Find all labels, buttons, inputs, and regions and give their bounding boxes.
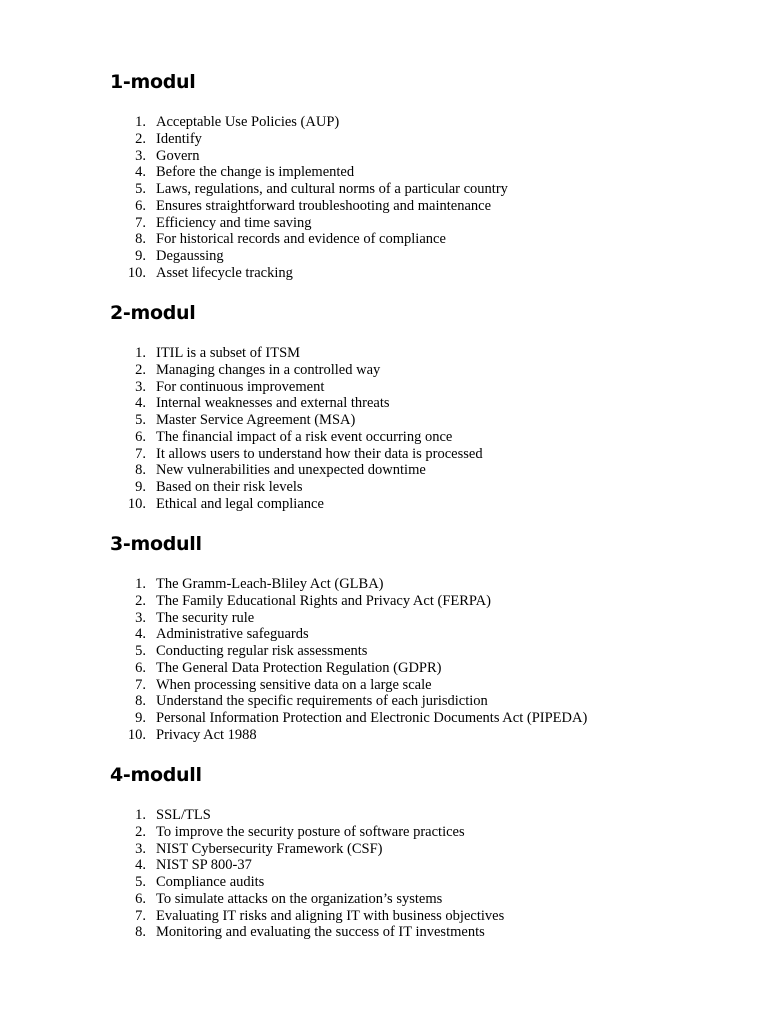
item-text: It allows users to understand how their data is processed: [156, 445, 483, 462]
item-text: The General Data Protection Regulation (GDPR): [156, 659, 442, 676]
item-text: Degaussing: [156, 248, 224, 264]
item-number: 7.: [135, 214, 146, 231]
item-text: Privacy Act 1988: [156, 726, 257, 743]
item-number: 8.: [135, 693, 146, 710]
item-number: 9.: [135, 248, 146, 264]
item-number: 7.: [135, 676, 146, 693]
item-text: Personal Information Protection and Electronic Documents Act (PIPEDA): [156, 710, 588, 726]
section-3-modull: [110, 532, 730, 743]
item-number: 8.: [135, 462, 146, 479]
item-number: 1.: [135, 807, 146, 823]
section-1-modul: [110, 70, 730, 281]
item-text: NIST Cybersecurity Framework (CSF): [156, 840, 383, 857]
item-text: Ensures straightforward troubleshooting and maintenance: [156, 197, 492, 214]
item-text: Internal weaknesses and external threats: [156, 395, 390, 412]
item-number: 4.: [135, 395, 146, 412]
item-number: 1.: [135, 576, 146, 592]
item-number: 5.: [135, 181, 146, 197]
item-text: Based on their risk levels: [156, 479, 303, 495]
item-text: For continuous improvement: [156, 378, 325, 395]
item-number: 5.: [135, 412, 146, 428]
section-heading: 3-modull: [110, 533, 202, 555]
item-number: 6.: [135, 428, 146, 445]
item-number: 6.: [135, 197, 146, 214]
item-number: 1.: [135, 114, 146, 130]
item-number: 8.: [135, 231, 146, 248]
item-number: 6.: [135, 890, 146, 907]
item-text: Asset lifecycle tracking: [156, 264, 293, 281]
item-number: 10.: [127, 726, 146, 743]
item-text: The Gramm-Leach-Bliley Act (GLBA): [156, 576, 384, 592]
item-text: ITIL is a subset of ITSM: [156, 345, 301, 361]
item-text: NIST SP 800-37: [156, 857, 252, 874]
item-text: The financial impact of a risk event occurring once: [156, 428, 453, 445]
item-text: Before the change is implemented: [156, 164, 355, 181]
item-number: 3.: [135, 609, 146, 626]
item-number: 7.: [135, 445, 146, 462]
section-4-modull: [110, 763, 730, 941]
item-number: 8.: [135, 924, 146, 941]
item-number: 9.: [135, 479, 146, 495]
item-number: 1.: [135, 345, 146, 361]
item-text: Managing changes in a controlled way: [156, 361, 381, 378]
item-text: The security rule: [156, 609, 255, 626]
item-text: Understand the specific requirements of each jurisdiction: [156, 693, 488, 710]
item-number: 10.: [127, 495, 146, 512]
item-text: When processing sensitive data on a large scale: [156, 676, 432, 693]
item-number: 2.: [135, 823, 146, 840]
item-text: Compliance audits: [156, 874, 265, 890]
item-text: New vulnerabilities and unexpected downtime: [156, 462, 426, 479]
item-number: 5.: [135, 643, 146, 659]
section-heading: 1-modul: [110, 71, 196, 93]
item-text: For historical records and evidence of compliance: [156, 231, 446, 248]
item-number: 3.: [135, 147, 146, 164]
item-text: Monitoring and evaluating the success of IT investments: [156, 924, 485, 941]
item-number: 9.: [135, 710, 146, 726]
item-text: Acceptable Use Policies (AUP): [156, 114, 340, 130]
item-text: To simulate attacks on the organization’s systems: [156, 890, 443, 907]
item-number: 3.: [135, 840, 146, 857]
section-2-modul: [110, 301, 730, 512]
item-number: 4.: [135, 164, 146, 181]
item-number: 3.: [135, 378, 146, 395]
item-text: Master Service Agreement (MSA): [156, 412, 356, 428]
item-number: 5.: [135, 874, 146, 890]
item-text: Laws, regulations, and cultural norms of a particular country: [156, 181, 508, 197]
item-number: 7.: [135, 907, 146, 924]
item-text: Evaluating IT risks and aligning IT with business objectives: [156, 907, 505, 924]
item-text: The Family Educational Rights and Privacy Act (FERPA): [156, 592, 491, 609]
item-text: Govern: [156, 147, 200, 164]
section-heading: 2-modul: [110, 302, 196, 324]
item-text: Ethical and legal compliance: [156, 495, 324, 512]
item-number: 2.: [135, 361, 146, 378]
item-number: 6.: [135, 659, 146, 676]
item-text: Identify: [156, 130, 202, 147]
section-heading: 4-modull: [110, 764, 202, 786]
item-number: 2.: [135, 130, 146, 147]
item-text: Conducting regular risk assessments: [156, 643, 368, 659]
item-number: 10.: [127, 264, 146, 281]
item-number: 4.: [135, 857, 146, 874]
item-text: SSL/TLS: [156, 807, 211, 823]
item-number: 2.: [135, 592, 146, 609]
item-text: Efficiency and time saving: [156, 214, 312, 231]
item-number: 4.: [135, 626, 146, 643]
item-text: To improve the security posture of software practices: [156, 823, 465, 840]
item-text: Administrative safeguards: [156, 626, 309, 643]
